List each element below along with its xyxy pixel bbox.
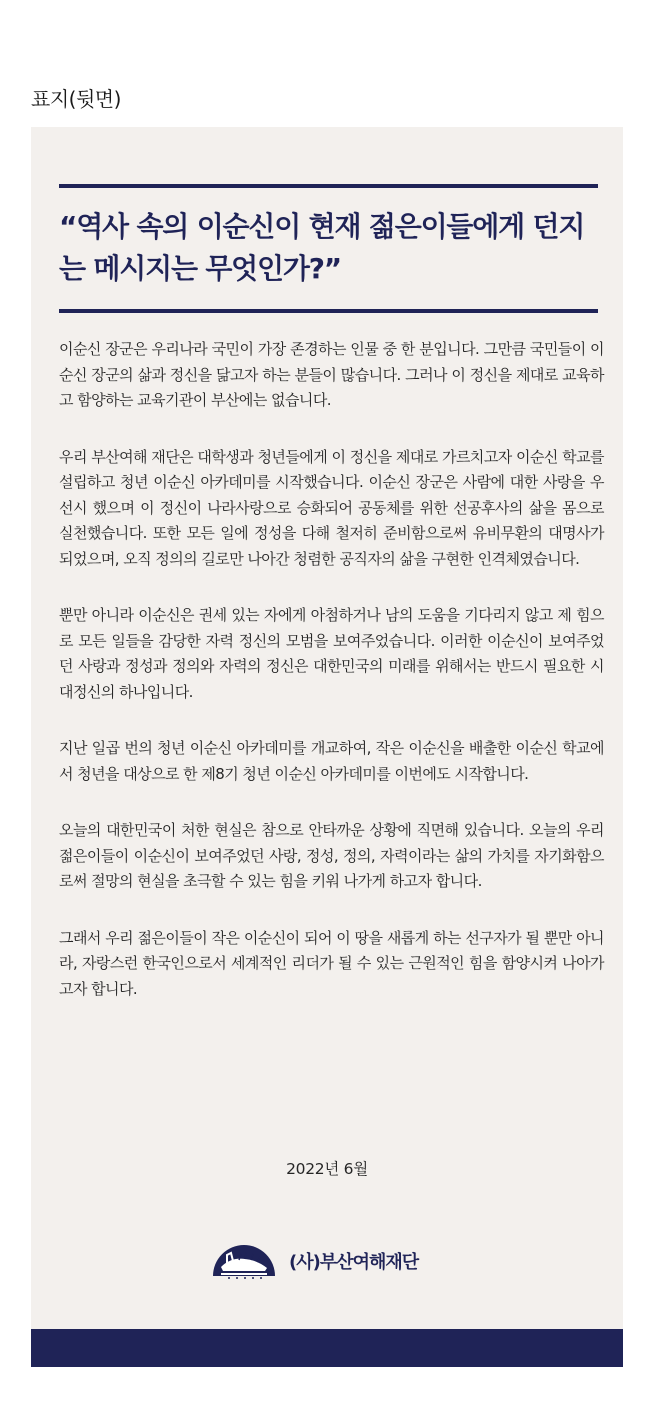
headline-top-rule <box>59 184 598 188</box>
paragraph: 지난 일곱 번의 청년 이순신 아카데미를 개교하여, 작은 이순신을 배출한 이순신 학교에서 청년을 대상으로 한 제8기 청년 이순신 아카데미를 이번에도 시작합니다. <box>59 739 604 783</box>
page-label: 표지(뒷면) <box>31 87 121 111</box>
paragraph: 그래서 우리 젊은이들이 작은 이순신이 되어 이 땅을 새롭게 하는 선구자가 될 뿐만 아니라, 자랑스런 한국인으로서 세계적인 리더가 될 수 있는 근원적인 힘을 함양시켜 나아가고자 합니다. <box>59 928 604 998</box>
footer-bar <box>31 1329 623 1367</box>
turtle-ship-emblem-icon <box>211 1242 277 1280</box>
paragraph: 뿐만 아니라 이순신은 권세 있는 자에게 아첨하거나 남의 도움을 기다리지 않고 제 힘으로 모든 일들을 감당한 자력 정신의 모범을 보여주었습니다. 이러한 이순신이 보여주었던 사랑과 정성과 정의와 자력의 정신은 대한민국의 미래를 위해서는 반드시 필요한 시대정신의 하나입니다. <box>59 606 604 701</box>
headline: “역사 속의 이순신이 현재 젊은이들에게 던지는 메시지는 무엇인가?” <box>59 210 585 285</box>
date: 2022년 6월 <box>286 1160 368 1178</box>
paragraph: 우리 부산여해 재단은 대학생과 청년들에게 이 정신을 제대로 가르치고자 이순신 학교를 설립하고 청년 이순신 아카데미를 시작했습니다. 이순신 장군은 사람에 대한 사랑을 우선시 했으며 이 정신이 나라사랑으로 승화되어 공동체를 위한 선공후사의 삶을 몸으로 실천했습니다. 또한 모든 일에 정성을 다해 철저히 준비함으로써 유비무환의 대명사가 되었으며, 오직 정의의 길로만 나아간 청렴한 공직자의 삶을 구현한 인격체였습니다. <box>59 447 604 568</box>
logo-text: (사)부산여해재단 <box>289 1252 419 1273</box>
foundation-logo <box>211 1235 451 1287</box>
cover-panel <box>31 127 623 1367</box>
message-body <box>59 337 604 1002</box>
paragraph: 이순신 장군은 우리나라 국민이 가장 존경하는 인물 중 한 분입니다. 그만큼 국민들이 이순신 장군의 삶과 정신을 닮고자 하는 분들이 많습니다. 그러나 이 정신을 제대로 교육하고 함양하는 교육기관이 부산에는 없습니다. <box>59 340 604 409</box>
paragraph: 오늘의 대한민국이 처한 현실은 참으로 안타까운 상황에 직면해 있습니다. 오늘의 우리 젊은이들이 이순신이 보여주었던 사랑, 정성, 정의, 자력이라는 삶의 가치를 자기화함으로써 절망의 현실을 초극할 수 있는 힘을 키워 나가게 하고자 합니다. <box>59 821 604 890</box>
headline-bottom-rule <box>59 309 598 313</box>
